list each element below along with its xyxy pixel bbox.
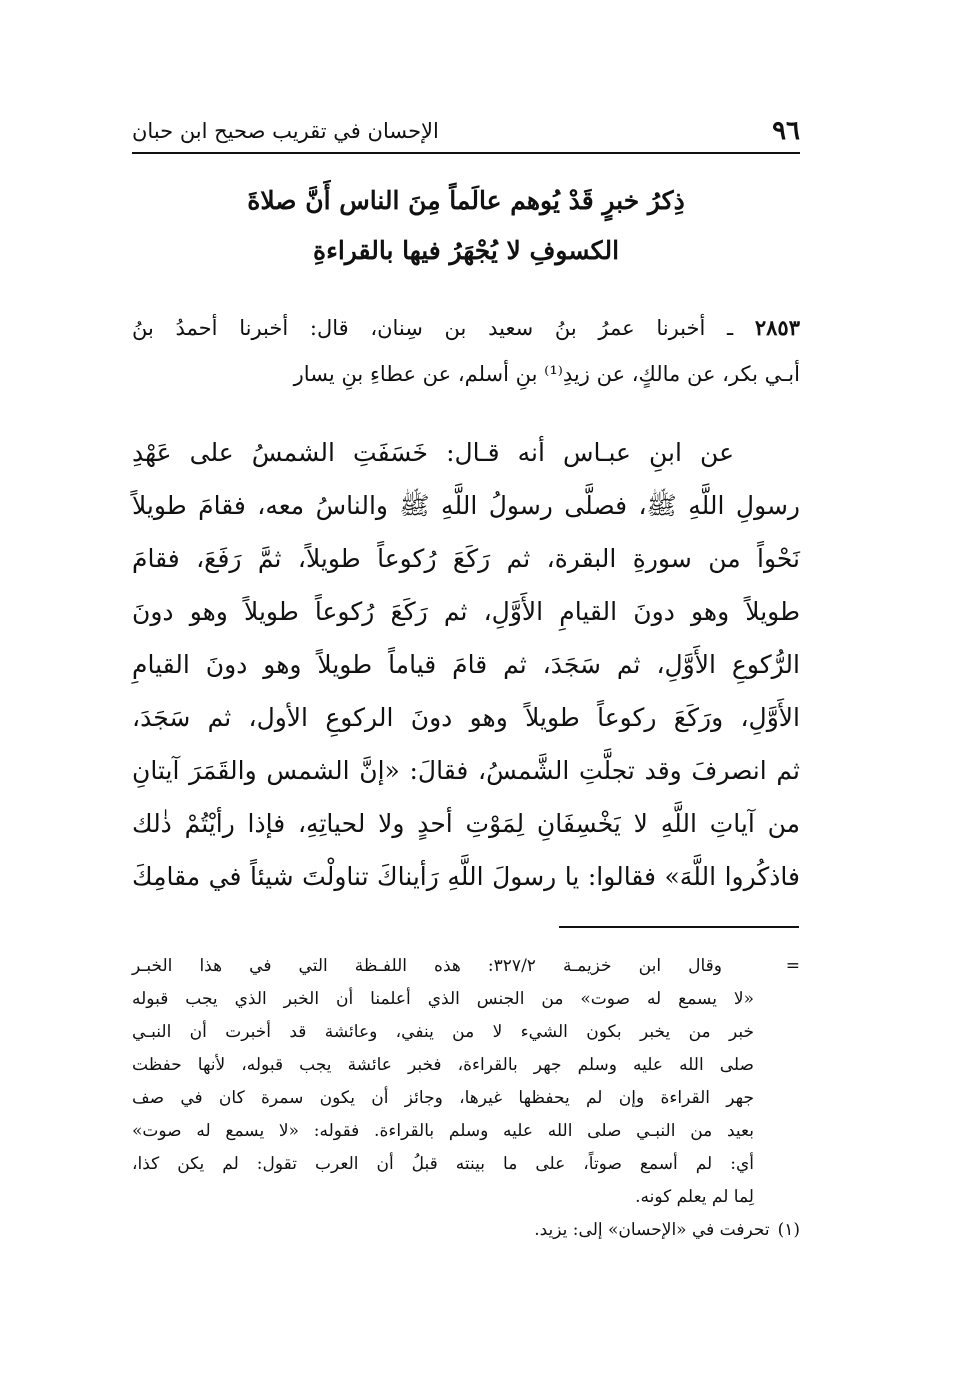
- matn-line: عن ابنِ عبـاس أنه قـال: خَسَفَتِ الشمسُ على عَهْدِ: [132, 438, 734, 467]
- footnote-line: وقال ابن خزيمـة ٣٢٧/٢: هذه اللفـظة التي في هذا الخبـر: [132, 956, 722, 976]
- footnote-line: لِما لم يعلم كونه.: [635, 1187, 754, 1207]
- header-rule: [132, 152, 800, 154]
- footnote-text: تحرفت في «الإحسان» إلى: يزيد.: [534, 1220, 770, 1240]
- isnad-line: أبـي بكر، عن مالكٍ، عن زيدِ⁽¹⁾ بنِ أسلم، عن عطاءِ بنِ يسار: [293, 362, 800, 386]
- footnote-line: خبر من يخبر بكون الشيء لا من ينفي، وعائشة قد أخبرت أن النبـي: [132, 1022, 754, 1042]
- footnote-line: بعيد من النبـي صلى الله عليه وسلم بالقراءة. فقوله: «لا يسمع له صوت»: [132, 1121, 754, 1141]
- hadith-isnad: [132, 305, 800, 397]
- chapter-heading-line: الكسوفِ لا يُجْهَرُ فيها بالقراءةِ: [312, 236, 620, 265]
- continuation-mark: =: [785, 956, 800, 976]
- footnote-rule: [559, 926, 799, 928]
- matn-line: فاذكُروا اللَّهَ» فقالوا: يا رسولَ اللَّهِ رَأيناكَ تناولْتَ شيئاً في مقامِكَ: [132, 862, 800, 891]
- footnote-line: جهر القراءة وإن لم يحفظها غيرها، وجائز أن يكون سمرة كان في صف: [132, 1088, 754, 1108]
- footnote-continuation: [132, 950, 800, 1214]
- running-title: الإحسان في تقريب صحيح ابن حبان: [132, 119, 439, 143]
- footnote-number: (١): [777, 1220, 800, 1240]
- hadith-number: ٢٨٥٣: [754, 315, 800, 340]
- footnote-entry: [132, 1214, 800, 1247]
- footnotes: [132, 950, 800, 1247]
- matn-line: نَحْواً من سورةِ البقرة، ثم رَكَعَ رُكوعاً طويلاً، ثمَّ رَفَعَ، فقامَ: [132, 544, 800, 573]
- matn-line: من آياتِ اللَّهِ لا يَخْسِفَانِ لِمَوْتِ أحدٍ ولا لحياتِهِ، فإذا رأيْتُمْ ذٰلك: [132, 809, 800, 838]
- matn-line: رسولِ اللَّهِ ﷺ، فصلَّى رسولُ اللَّهِ ﷺ والناسُ معه، فقامَ طويلاً: [132, 491, 800, 520]
- hadith-matn: [132, 426, 800, 903]
- footnote-line: «لا يسمع له صوت» من الجنس الذي أعلمنا أن الخبر الذي يجب قبوله: [132, 989, 754, 1009]
- footnote-line: أي: لم أسمع صوتاً، على ما بينته قبلُ أن العرب تقول: لم يكن كذا،: [132, 1154, 754, 1174]
- matn-line: الأَوَّلِ، ورَكَعَ ركوعاً طويلاً وهو دونَ الركوعِ الأول، ثم سَجَدَ،: [132, 703, 800, 732]
- chapter-heading: [132, 176, 800, 276]
- matn-line: الرُّكوعِ الأَوَّلِ، ثم سَجَدَ، ثم قامَ قياماً طويلاً وهو دونَ القيامِ: [132, 650, 800, 679]
- chapter-heading-line: ذِكرُ خبرٍ قَدْ يُوهم عالَماً مِنَ الناس أَنَّ صلاةَ: [247, 186, 685, 215]
- isnad-line: [132, 305, 800, 351]
- footnote-line: صلى الله عليه وسلم جهر بالقراءة، فخبر عائشة يجب قبوله، لأنها حفظت: [132, 1055, 754, 1075]
- page-number: ٩٦: [772, 116, 800, 146]
- matn-line: طويلاً وهو دونَ القيامِ الأَوَّلِ، ثم رَكَعَ رُكوعاً طويلاً وهو دونَ: [132, 597, 800, 626]
- page-header: [132, 114, 800, 148]
- matn-line: ثم انصرفَ وقد تجلَّتِ الشَّمسُ، فقالَ: «إنَّ الشمس والقَمَرَ آيتانِ: [132, 756, 800, 785]
- isnad-line-text: ـ أخبرنا عمرُ بنُ سعيد بن سِنان، قال: أخبرنا أحمدُ بنُ: [132, 316, 734, 340]
